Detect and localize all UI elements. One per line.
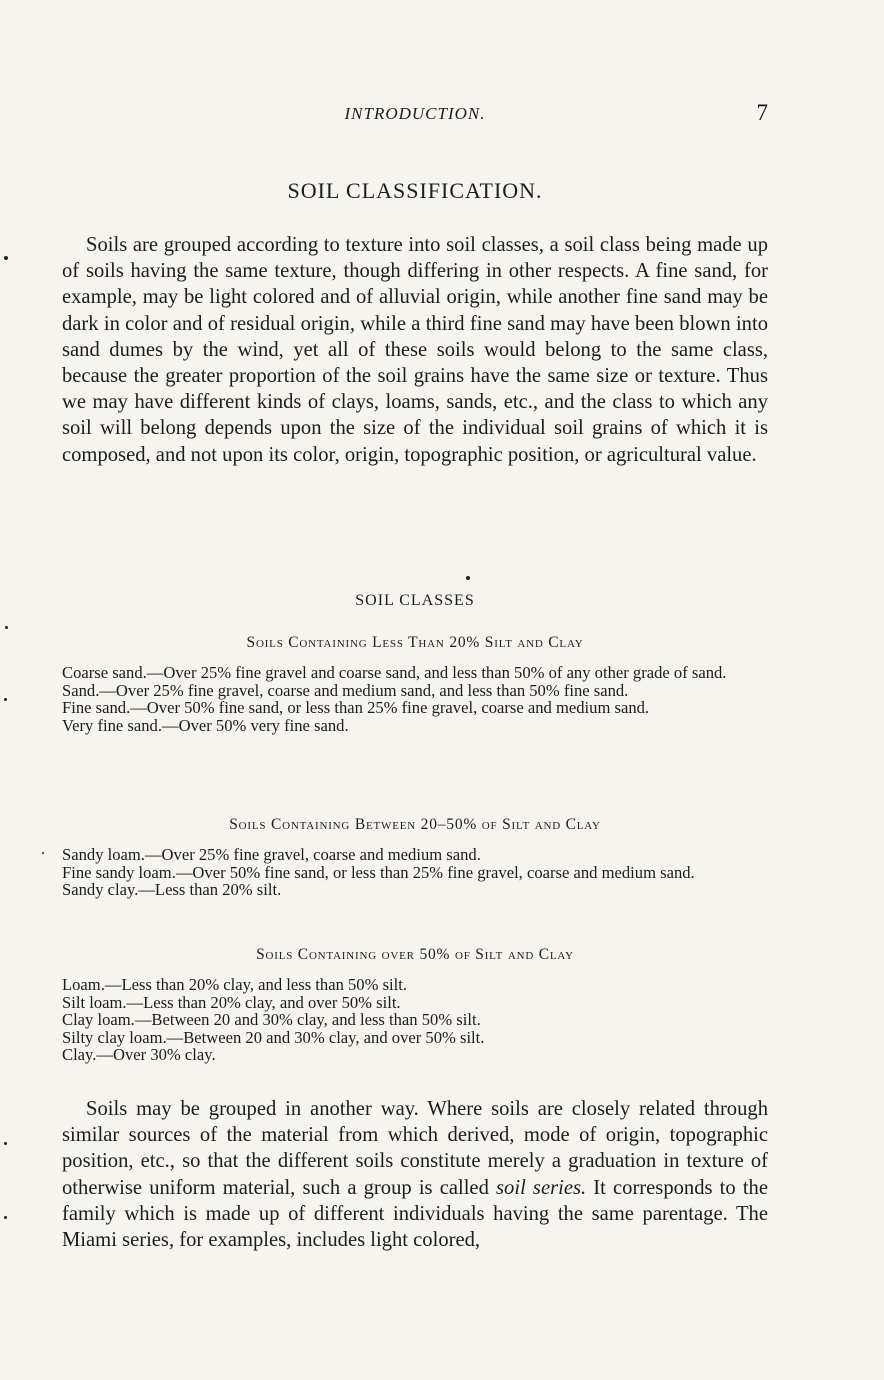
list-item: Loam.—Less than 20% clay, and less than 50% silt. bbox=[62, 975, 408, 994]
soil-classes-title: SOIL CLASSES bbox=[355, 592, 475, 609]
page-header bbox=[62, 100, 768, 132]
soil-series-paragraph bbox=[62, 1096, 768, 1253]
list-item: Clay.—Over 30% clay. bbox=[62, 1045, 216, 1064]
group-list-between-20-50 bbox=[62, 846, 768, 899]
print-speck bbox=[4, 256, 8, 260]
group-heading-less-than-20: Soils Containing Less Than 20% Silt and Clay bbox=[246, 634, 584, 651]
list-item: Silty clay loam.—Between 20 and 30% clay, and over 50% silt. bbox=[62, 1027, 485, 1047]
group-heading-over-50: Soils Containing over 50% of Silt and Clay bbox=[256, 946, 574, 963]
list-item: Very fine sand.—Over 50% very fine sand. bbox=[62, 715, 349, 735]
italic-term: soil series. bbox=[496, 1176, 587, 1199]
print-speck bbox=[4, 1216, 7, 1219]
print-speck bbox=[42, 852, 44, 854]
print-speck bbox=[4, 1142, 7, 1145]
list-item: Sand.—Over 25% fine gravel, coarse and medium sand, and less than 50% fine sand. bbox=[62, 680, 629, 700]
list-item: Fine sand.—Over 50% fine sand, or less than 25% fine gravel, coarse and medium sand. bbox=[62, 698, 650, 717]
list-item: Fine sandy loam.—Over 50% fine sand, or less than 25% fine gravel, coarse and medium sand. bbox=[62, 862, 695, 882]
print-speck bbox=[5, 626, 8, 629]
list-item: Silt loam.—Less than 20% clay, and over 50% silt. bbox=[62, 992, 401, 1012]
group-list-less-than-20 bbox=[62, 664, 768, 734]
print-speck bbox=[4, 698, 7, 701]
list-item: Sandy clay.—Less than 20% silt. bbox=[62, 880, 282, 899]
list-item: Clay loam.—Between 20 and 30% clay, and less than 50% silt. bbox=[62, 1010, 481, 1029]
paragraph-text-start: Soils may be grouped in another way. Where soils are closely related through similar sources of the material from which derived, mode of origin, topographic position, etc., so that the different soils constitute merely a graduation in texture of otherwise uniform material, such a group is called bbox=[62, 1098, 768, 1199]
print-speck bbox=[466, 576, 470, 580]
group-heading-between-20-50: Soils Containing Between 20–50% of Silt and Clay bbox=[229, 816, 601, 833]
group-list-over-50 bbox=[62, 976, 768, 1064]
paragraph-text-end: It corresponds to the family which is made up of different individuals having the same parentage. The Miami series, for examples, includes light colored, bbox=[62, 1176, 768, 1252]
running-head: INTRODUCTION. bbox=[344, 104, 486, 123]
intro-paragraph: Soils are grouped according to texture into soil classes, a soil class being made up of soils having the same texture, though differing in other respects. A fine sand, for example, may be light colored and of alluvial origin, while another fine sand may be dark in color and of residual origin, while a third fine sand may have been blown into sand dumes by the wind, yet all of these soils would belong to the same class, because the greater proportion of the soil grains have the same size or texture. Thus we may have different kinds of clays, loams, sands, etc., and the class to which any soil will belong depends upon the size of the individual soil grains of which it is composed, and not upon its color, origin, topographic position, or agricultural value. bbox=[62, 234, 768, 466]
list-item: Coarse sand.—Over 25% fine gravel and coarse sand, and less than 50% of any other grade of sand. bbox=[62, 663, 727, 682]
list-item: Sandy loam.—Over 25% fine gravel, coarse and medium sand. bbox=[62, 845, 481, 864]
section-title: SOIL CLASSIFICATION. bbox=[287, 178, 543, 203]
page-number: 7 bbox=[756, 100, 768, 125]
